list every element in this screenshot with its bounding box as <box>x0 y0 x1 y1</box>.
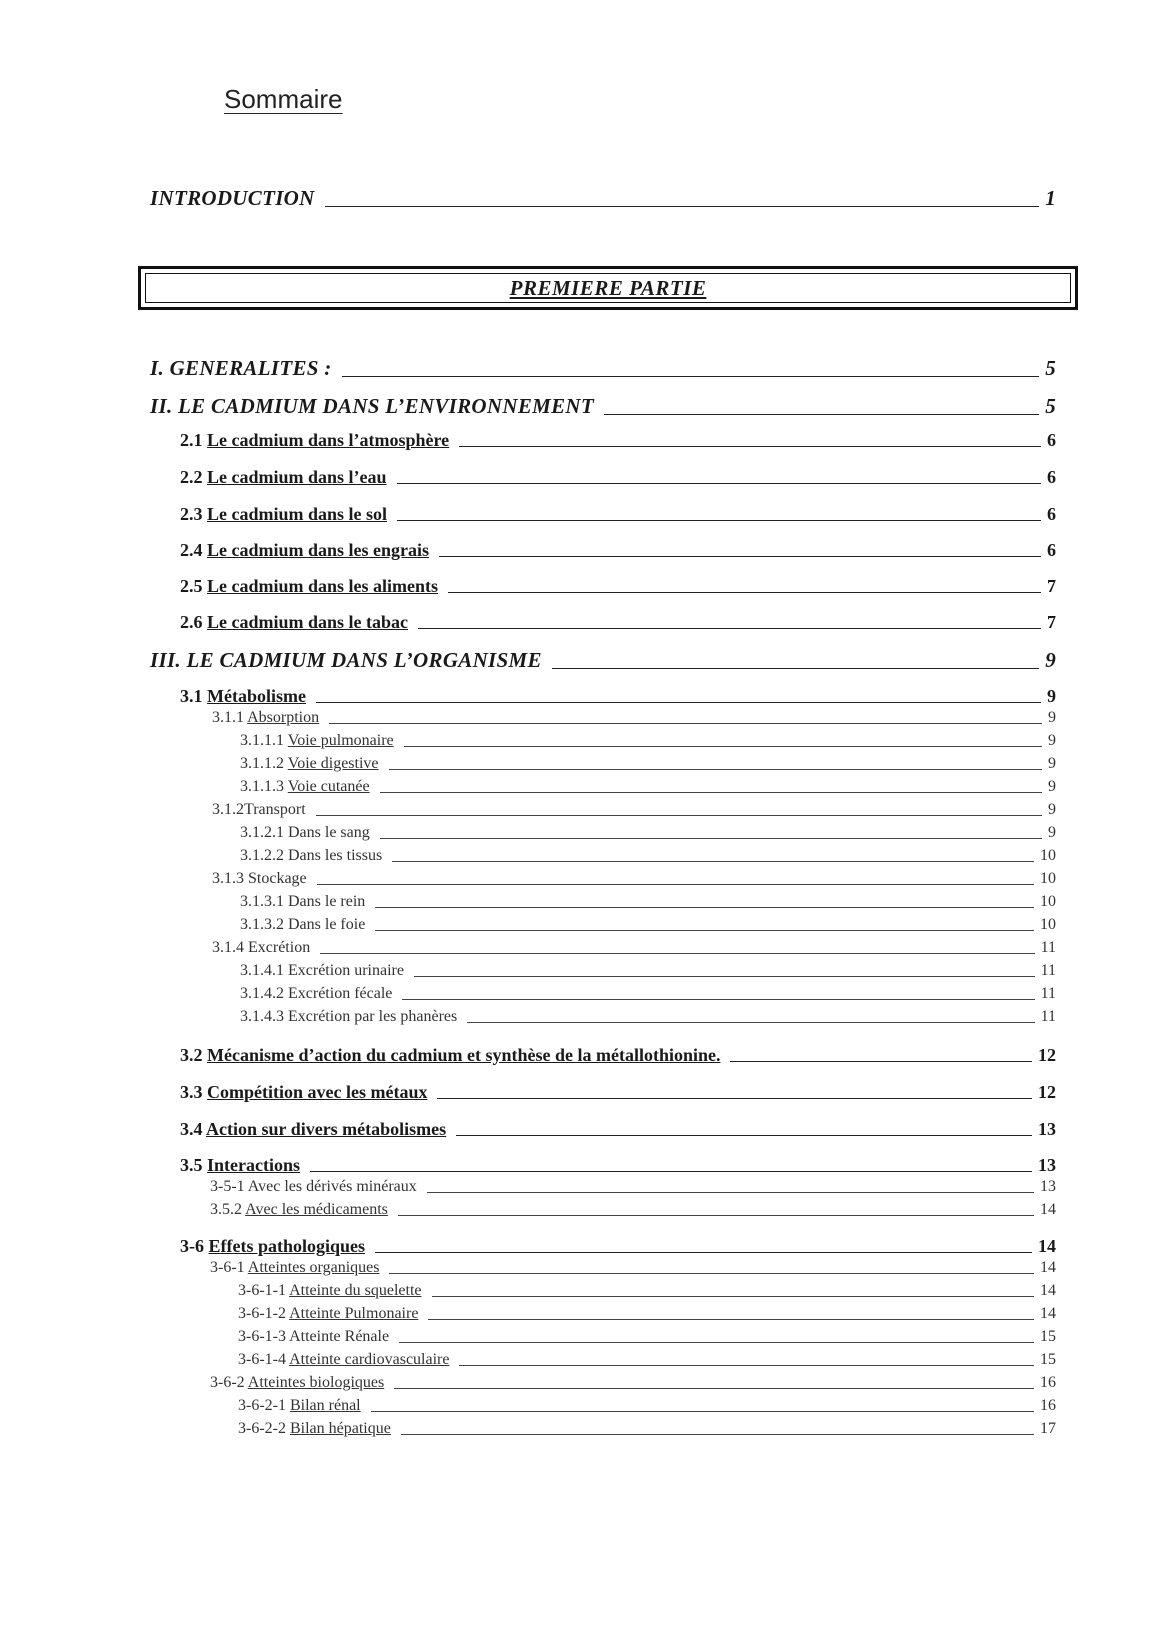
toc-label: 3-6-2 Atteintes biologiques <box>210 1374 385 1391</box>
toc-label: 3.1.4.1 Excrétion urinaire <box>240 962 404 979</box>
toc-entry-3-1-4-2[interactable] <box>240 985 1056 1003</box>
toc-leader <box>389 1273 1034 1274</box>
toc-label: 2.4 Le cadmium dans les engrais <box>180 540 430 560</box>
toc-label: 3-6-1-3 Atteinte Rénale <box>238 1328 390 1345</box>
part-title: PREMIERE PARTIE <box>509 275 707 300</box>
toc-label: II. LE CADMIUM DANS L’ENVIRONNEMENT <box>150 394 595 418</box>
toc-entry-2-3[interactable] <box>180 504 1056 525</box>
toc-entry-3-1-4[interactable] <box>212 939 1056 957</box>
toc-leader <box>325 206 1040 207</box>
toc-label: I. GENERALITES : <box>150 356 332 380</box>
toc-page: 11 <box>1040 939 1056 956</box>
toc-page: 12 <box>1038 1045 1056 1065</box>
toc-entry-3-1-3-2[interactable] <box>240 916 1056 934</box>
toc-entry-2-4[interactable] <box>180 540 1056 561</box>
toc-page: 6 <box>1047 430 1056 450</box>
toc-leader <box>414 976 1035 977</box>
toc-leader <box>439 556 1041 557</box>
toc-entry-3-6-1-1[interactable] <box>238 1282 1056 1300</box>
toc-page: 5 <box>1045 394 1056 418</box>
toc-leader <box>389 769 1042 770</box>
toc-label: 3-6-1-1 Atteinte du squelette <box>238 1282 422 1299</box>
toc-label: 3.1.3.1 Dans le rein <box>240 893 366 910</box>
toc-entry-3-6[interactable] <box>180 1236 1056 1257</box>
page-title: Sommaire <box>224 84 343 114</box>
toc-leader <box>316 815 1042 816</box>
toc-leader <box>730 1061 1032 1062</box>
toc-entry-3-1-1-1[interactable] <box>240 732 1056 750</box>
toc-label: 3.1 Métabolisme <box>180 686 306 706</box>
toc-page: 17 <box>1040 1420 1056 1437</box>
toc-label: 3.1.4 Excrétion <box>212 939 311 956</box>
toc-leader <box>310 1171 1032 1172</box>
toc-entry-3-5-2[interactable] <box>210 1201 1056 1219</box>
toc-leader <box>428 1319 1034 1320</box>
toc-label: 2.6 Le cadmium dans le tabac <box>180 612 409 632</box>
toc-page: 9 <box>1048 709 1056 726</box>
toc-entry-3-6-1-4[interactable] <box>238 1351 1056 1369</box>
toc-entry-3-1-4-1[interactable] <box>240 962 1056 980</box>
toc-label: 2.1 Le cadmium dans l’atmosphère <box>180 430 450 450</box>
toc-label: 3-6 Effets pathologiques <box>180 1236 366 1256</box>
toc-entry-3-6-2[interactable] <box>210 1374 1056 1392</box>
toc-label: 3.1.2.1 Dans le sang <box>240 824 370 841</box>
toc-entry-3-1-3[interactable] <box>212 870 1056 888</box>
toc-label: 3.1.1.3 Voie cutanée <box>240 778 370 795</box>
toc-entry-3-6-2-2[interactable] <box>238 1420 1056 1438</box>
toc-leader <box>380 792 1042 793</box>
toc-entry-2-2[interactable] <box>180 467 1056 488</box>
toc-page: 13 <box>1038 1155 1056 1175</box>
toc-leader <box>448 592 1041 593</box>
toc-page: 7 <box>1047 612 1056 632</box>
toc-page: 14 <box>1040 1259 1056 1276</box>
toc-page: 10 <box>1040 893 1056 910</box>
toc-leader <box>329 723 1042 724</box>
toc-page: 15 <box>1040 1351 1056 1368</box>
toc-leader <box>437 1098 1032 1099</box>
toc-page: 9 <box>1045 648 1056 672</box>
toc-entry-organisme[interactable] <box>150 648 1056 673</box>
toc-page: 9 <box>1048 755 1056 772</box>
toc-entry-3-2[interactable] <box>180 1045 1056 1066</box>
toc-entry-introduction[interactable] <box>150 186 1056 211</box>
toc-label: 3.1.2.2 Dans les tissus <box>240 847 383 864</box>
toc-entry-3-1-2[interactable] <box>212 801 1056 819</box>
toc-page: 14 <box>1040 1282 1056 1299</box>
toc-page: 9 <box>1048 824 1056 841</box>
toc-label: 3.5.2 Avec les médicaments <box>210 1201 388 1218</box>
toc-leader <box>392 861 1034 862</box>
toc-leader <box>371 1411 1034 1412</box>
toc-leader <box>404 746 1042 747</box>
toc-entry-3-1-1-2[interactable] <box>240 755 1056 773</box>
toc-entry-2-5[interactable] <box>180 576 1056 597</box>
toc-page: 6 <box>1047 504 1056 524</box>
toc-leader <box>397 483 1041 484</box>
toc-page: 9 <box>1048 778 1056 795</box>
toc-page: 9 <box>1048 732 1056 749</box>
toc-entry-3-6-2-1[interactable] <box>238 1397 1056 1415</box>
toc-entry-3-1[interactable] <box>180 686 1056 707</box>
toc-label: 3.1.3 Stockage <box>212 870 307 887</box>
toc-label: 3.1.1 Absorption <box>212 709 320 726</box>
toc-entry-2-6[interactable] <box>180 612 1056 633</box>
toc-label: 3.3 Compétition avec les métaux <box>180 1082 428 1102</box>
toc-page: 11 <box>1040 962 1056 979</box>
toc-leader <box>397 520 1041 521</box>
toc-leader <box>316 702 1041 703</box>
toc-label: III. LE CADMIUM DANS L’ORGANISME <box>150 648 542 672</box>
toc-page: 12 <box>1038 1082 1056 1102</box>
toc-label: 2.5 Le cadmium dans les aliments <box>180 576 439 596</box>
toc-entry-3-6-1[interactable] <box>210 1259 1056 1277</box>
toc-leader <box>467 1022 1034 1023</box>
toc-entry-3-6-1-2[interactable] <box>238 1305 1056 1323</box>
toc-label: 3-5-1 Avec les dérivés minéraux <box>210 1178 417 1195</box>
toc-label: 2.3 Le cadmium dans le sol <box>180 504 388 524</box>
toc-leader <box>402 999 1034 1000</box>
toc-leader <box>375 1252 1032 1253</box>
toc-leader <box>317 884 1034 885</box>
toc-leader <box>399 1342 1034 1343</box>
toc-page: 9 <box>1047 686 1056 706</box>
toc-entry-3-5-1[interactable] <box>210 1178 1056 1196</box>
toc-leader <box>375 907 1034 908</box>
part-banner <box>138 266 1078 310</box>
toc-page: 14 <box>1040 1305 1056 1322</box>
toc-page: 7 <box>1047 576 1056 596</box>
toc-leader <box>342 376 1040 377</box>
toc-entry-generalites[interactable] <box>150 356 1056 381</box>
toc-leader <box>552 668 1039 669</box>
toc-entry-3-5[interactable] <box>180 1155 1056 1176</box>
toc-entry-environnement[interactable] <box>150 394 1056 419</box>
toc-label: 3-6-1 Atteintes organiques <box>210 1259 380 1276</box>
toc-leader <box>418 628 1041 629</box>
toc-entry-3-3[interactable] <box>180 1082 1056 1103</box>
toc-leader <box>459 1365 1034 1366</box>
toc-entry-3-1-3-1[interactable] <box>240 893 1056 911</box>
toc-leader <box>604 414 1039 415</box>
toc-page: 14 <box>1040 1201 1056 1218</box>
toc-label: 3.1.4.3 Excrétion par les phanères <box>240 1008 458 1025</box>
part-banner-inner <box>145 273 1071 303</box>
toc-label: 3-6-1-2 Atteinte Pulmonaire <box>238 1305 419 1322</box>
toc-label: 3.1.1.2 Voie digestive <box>240 755 379 772</box>
toc-leader <box>380 838 1042 839</box>
toc-label: 3.5 Interactions <box>180 1155 300 1175</box>
toc-page: 16 <box>1040 1374 1056 1391</box>
toc-leader <box>375 930 1034 931</box>
toc-entry-3-1-1-3[interactable] <box>240 778 1056 796</box>
toc-entry-3-6-1-3[interactable] <box>238 1328 1056 1346</box>
toc-label: 3.1.3.2 Dans le foie <box>240 916 366 933</box>
toc-label: 3.4 Action sur divers métabolismes <box>180 1119 447 1139</box>
toc-page: 9 <box>1048 801 1056 818</box>
toc-label: 3-6-2-1 Bilan rénal <box>238 1397 361 1414</box>
toc-label: 3.1.2Transport <box>212 801 306 818</box>
toc-page: 15 <box>1040 1328 1056 1345</box>
toc-page: 1 <box>1045 186 1056 210</box>
toc-leader <box>459 446 1041 447</box>
toc-leader <box>398 1215 1034 1216</box>
toc-label: 2.2 Le cadmium dans l’eau <box>180 467 387 487</box>
toc-page: 13 <box>1038 1119 1056 1139</box>
toc-label: 3-6-1-4 Atteinte cardiovasculaire <box>238 1351 450 1368</box>
toc-entry-3-1-4-3[interactable] <box>240 1008 1056 1026</box>
toc-entry-3-4[interactable] <box>180 1119 1056 1140</box>
toc-label: INTRODUCTION <box>150 186 315 210</box>
toc-leader <box>394 1388 1034 1389</box>
toc-leader <box>456 1135 1032 1136</box>
toc-entry-2-1[interactable] <box>180 430 1056 451</box>
toc-label: 3.1.1.1 Voie pulmonaire <box>240 732 394 749</box>
toc-entry-3-1-2-2[interactable] <box>240 847 1056 865</box>
toc-page: 6 <box>1047 467 1056 487</box>
toc-entry-3-1-1[interactable] <box>212 709 1056 727</box>
toc-label: 3-6-2-2 Bilan hépatique <box>238 1420 391 1437</box>
toc-page: 11 <box>1040 985 1056 1002</box>
toc-leader <box>427 1192 1034 1193</box>
toc-page: 6 <box>1047 540 1056 560</box>
toc-page: 11 <box>1040 1008 1056 1025</box>
toc-label: 3.1.4.2 Excrétion fécale <box>240 985 393 1002</box>
toc-page: 10 <box>1040 916 1056 933</box>
toc-leader <box>432 1296 1034 1297</box>
toc-page: 10 <box>1040 847 1056 864</box>
toc-entry-3-1-2-1[interactable] <box>240 824 1056 842</box>
toc-leader <box>401 1434 1034 1435</box>
toc-page: 5 <box>1045 356 1056 380</box>
toc-leader <box>320 953 1034 954</box>
toc-label: 3.2 Mécanisme d’action du cadmium et synthèse de la métallothionine. <box>180 1045 721 1065</box>
toc-page: 10 <box>1040 870 1056 887</box>
toc-page: 13 <box>1040 1178 1056 1195</box>
toc-page: 14 <box>1038 1236 1056 1256</box>
toc-page: 16 <box>1040 1397 1056 1414</box>
